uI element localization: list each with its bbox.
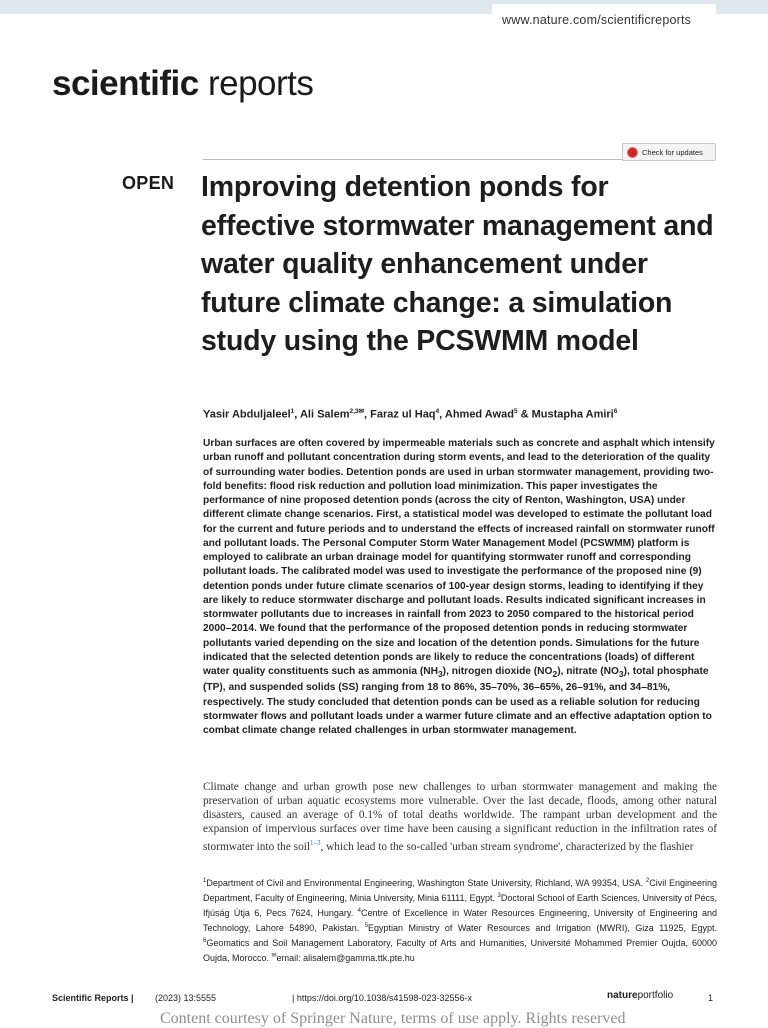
affil-text: Geomatics and Soil Management Laboratory, Faculty of Arts and Humanities, Université Mohammed Premier Oujda, 60000 Oujda, Morocco. (203, 938, 717, 964)
affil-text: Department of Civil and Environmental Engineering, Washington State University, Richland, WA 99354, USA. (206, 878, 646, 888)
doi-link[interactable]: | https://doi.org/10.1038/s41598-023-32556-x (292, 993, 472, 1003)
footer-journal (52, 993, 134, 1003)
affil-sup: 6 (203, 938, 207, 945)
author-sep: , (364, 408, 371, 421)
author-name[interactable]: Ahmed Awad (444, 408, 514, 421)
affil-text: Doctoral School of Earth Sciences, University of Pécs, Ifjúság Útja 6, Pecs 7624, Hungary. (203, 893, 718, 919)
journal-url-link[interactable]: www.nature.com/scientificreports (502, 13, 692, 27)
author-name[interactable]: Mustapha Amiri (531, 408, 614, 421)
author-sep: & (517, 408, 532, 421)
logo-portfolio: portfolio (637, 990, 674, 1001)
abstract-sub: 2 (552, 669, 558, 680)
author-affil: 6 (613, 408, 618, 415)
author-name[interactable]: Yasir Abduljaleel (203, 408, 291, 421)
author-list (203, 407, 617, 421)
abstract-text: Urban surfaces are often covered by impermeable materials such as concrete and asphalt which intensify urban runoff and pollutant concentration during storm events, and lead to the deterioration of the quality of surrounding water bodies. Detention ponds are used in urban stormwater management, providing two-fold benefits: flood risk reduction and pollution load minimization. This paper investigates the performance of nine proposed detention ponds (across the city of Renton, Washington, USA) under different climate change scenarios. First, a statistical model was developed to estimate the pollutant load for the current and future periods and to understand the effects of increased rainfall on stormwater runoff and pollutant loads. The Personal Computer Storm Water Management Model (PCSWMM) platform is employed to calibrate an urban drainage model for quantifying stormwater runoff and corresponding pollutant loads. The calibrated model was used to investigate the performance of the proposed nine (9) detention ponds under future climate scenarios of 100-year design storms, leading to identifying if they are likely to reduce stormwater discharge and pollutant loads. Results indicated significant increases in stormwater pollutants due to increases in rainfall from 2023 to 2050 compared to the historical period 2000–2014. We found that the performance of the proposed detention ponds in reducing stormwater pollutants varied depending on the size and location of the detention ponds. Simulations for the future indicated that the selected detention ponds are likely to reduce the concentrations (loads) of different water quality constituents such as ammonia (NH (203, 438, 715, 677)
body-text: , which lead to the so-called 'urban stream syndrome', characterized by the flashier (320, 841, 694, 854)
logo-nature: nature (607, 990, 638, 1001)
body-text: Climate change and urban growth pose new challenges to urban stormwater management and making the preservation of urban aquatic ecosystems more vulnerable. Over the last decade, floods, among other natural disasters, caused an average of 0.1% of total deaths worldwide. The rampant urban development and the expansion of impervious surfaces over time have been causing a significant reduction in the infiltration rates of stormwater into the soil (203, 781, 717, 854)
abstract-text: ), nitrate (NO (557, 666, 619, 677)
nature-portfolio-logo (607, 990, 673, 1001)
check-updates-label: Check for updates (642, 147, 703, 157)
author-name[interactable]: Ali Salem (299, 408, 350, 421)
affil-sup: 5 (364, 923, 369, 930)
author-name[interactable]: Faraz ul Haq (370, 408, 436, 421)
affil-sup: 4 (357, 908, 361, 915)
page-number: 1 (708, 993, 714, 1003)
author-affil: 2,3✉ (349, 408, 364, 415)
open-access-label: OPEN (122, 173, 175, 193)
author-sep: , (439, 408, 445, 421)
affil-text: Centre of Excellence in Water Resources Engineering, University of Engineering and Technology, Lahore 54890, Pakistan. (203, 908, 717, 934)
email-icon: ✉ (271, 953, 277, 960)
intro-paragraph (203, 780, 717, 854)
affil-sup: 3 (497, 893, 501, 900)
footer-journal-name: Scientific Reports | (52, 993, 134, 1003)
affil-sup: 2 (645, 878, 650, 884)
affil-text: Civil Engineering Department, Faculty of Engineering, Minia University, Minia 61111, Egypt. (203, 878, 717, 904)
citation-link[interactable]: 1–3 (310, 839, 321, 848)
article-title: Improving detention ponds for effective stormwater management and water quality enhancement under future climate change: a simulation study using the PCSWMM model (201, 171, 714, 357)
brand-regular: reports (198, 64, 314, 103)
journal-brand (52, 66, 313, 101)
crossmark-icon (627, 147, 638, 158)
abstract-text: ), nitrogen dioxide (NO (442, 666, 553, 677)
affiliations (203, 875, 717, 966)
author-sep: , (294, 408, 300, 421)
copyright-overlay: Content courtesy of Springer Nature, terms of use apply. Rights reserved (160, 1010, 626, 1027)
abstract (203, 437, 717, 738)
check-updates-button[interactable] (622, 143, 716, 161)
abstract-sub: 3 (437, 669, 443, 680)
brand-bold: scientific (52, 64, 199, 103)
affil-sup: 1 (203, 878, 207, 884)
abstract-sub: 3 (618, 669, 624, 680)
footer-year: (2023) 13:5555 (155, 993, 217, 1003)
author-affil: 1 (290, 408, 295, 415)
abstract-text: ), total phosphate (TP), and suspended solids (SS) ranging from 18 to 86%, 35–70%, 36–65%, 26–91%, and 34–81%, respectively. The study concluded that detention ponds can be used as a reliable solution for reducing stormwater flows and pollutant loads under a warmer future climate and an effective adaptation option to combat climate change related challenges in urban stormwater management. (203, 666, 712, 737)
author-affil: 4 (435, 408, 440, 415)
email-link[interactable]: email: alisalem@gamma.ttk.pte.hu (276, 953, 415, 964)
author-affil: 5 (513, 408, 518, 415)
affil-text: Egyptian Ministry of Water Resources and Irrigation (MWRI), Giza 11925, Egypt. (368, 923, 718, 934)
